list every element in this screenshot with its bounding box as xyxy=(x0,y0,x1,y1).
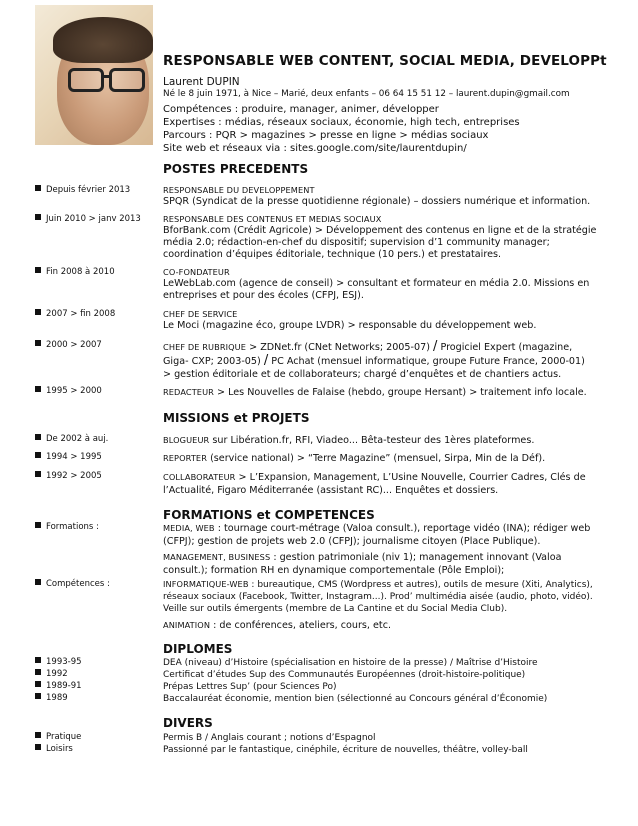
site-line: Site web et réseaux via : sites.google.com/site/laurentdupin/ xyxy=(163,143,467,154)
competence-category: INFORMATIQUE-WEB xyxy=(163,579,249,589)
diploma-desc: Prépas Lettres Sup’ (pour Sciences Po) xyxy=(163,682,337,692)
formation-category: MANAGEMENT, BUSINESS xyxy=(163,552,271,562)
competence-category: ANIMATION xyxy=(163,620,211,630)
job-desc-part: > gestion éditoriale et de collaborateurs; chargé d’enquêtes et de chantiers actus. xyxy=(163,369,562,380)
job-role: CO-FONDATEUR xyxy=(163,267,230,277)
separator: / xyxy=(433,339,438,354)
diploma-desc: DEA (niveau) d’Histoire (spécialisation en histoire de la presse) / Maîtrise d’Histoire xyxy=(163,658,538,668)
competence-desc: : bureautique, CMS (Wordpress et autres), outils de mesure (Xiti, Analytics), réseaux sociaux (Facebook, Twitter, Instagram...). Prod’ multimédia aisée (audio, photo, vidéo). Veille sur outils émergents (membre de La Cantine et du Social Media Club). xyxy=(163,580,593,614)
entry-date: Depuis février 2013 xyxy=(35,185,160,195)
job-role: CHEF DE RUBRIQUE xyxy=(163,342,247,352)
competence-desc: : de conférences, ateliers, cours, etc. xyxy=(213,620,392,631)
section-title-missions: MISSIONS et PROJETS xyxy=(163,411,310,425)
entry-date: 1993-95 xyxy=(35,657,160,667)
personal-info: Né le 8 juin 1971, à Nice – Marié, deux enfants – 06 64 15 51 12 – laurent.dupin@gmail.com xyxy=(163,89,570,99)
summary-block xyxy=(163,103,520,155)
skills-line: Compétences : produire, manager, animer, développer xyxy=(163,104,439,115)
formation-desc: : gestion patrimoniale (niv 1); management innovant (Valoa consult.); formation RH en dynamique comportementale (Pôle Emploi); xyxy=(163,552,562,576)
entry-date: 1992 > 2005 xyxy=(35,471,160,481)
diploma-desc: Baccalauréat économie, mention bien (sélectionné au Concours général d’Économie) xyxy=(163,694,548,704)
entry-date: De 2002 à auj. xyxy=(35,434,160,444)
mission-role: REPORTER xyxy=(163,453,207,463)
job-desc: BforBank.com (Crédit Agricole) > Développement des contenus en ligne et de la stratégie média 2.0; rédaction-en-chef du dispositif; supervision d’1 community manager; coordination d’équipes éditoriale, technique (10 pers.) et prestataires. xyxy=(163,225,597,260)
job-desc: SPQR (Syndicat de la presse quotidienne régionale) – dossiers numérique et information. xyxy=(163,196,591,207)
section-title-diplomes: DIPLOMES xyxy=(163,642,233,656)
resume-title: RESPONSABLE WEB CONTENT, SOCIAL MEDIA, DEVELOPPt xyxy=(163,53,607,69)
entry-date: Fin 2008 à 2010 xyxy=(35,267,160,277)
job-desc: > Les Nouvelles de Falaise (hebdo, groupe Hersant) > traitement info locale. xyxy=(217,387,587,398)
entry-date: Loisirs xyxy=(35,744,160,754)
job-desc-part: PC Achat (mensuel informatique, groupe Future France, 2000-01) xyxy=(271,356,585,367)
job-desc: Le Moci (magazine éco, groupe LVDR) > responsable du développement web. xyxy=(163,320,537,331)
entry-date: 1992 xyxy=(35,669,160,679)
entry-date: 1994 > 1995 xyxy=(35,452,160,462)
person-name: Laurent DUPIN xyxy=(163,76,240,88)
entry-date: 2007 > fin 2008 xyxy=(35,309,160,319)
entry-date: 1995 > 2000 xyxy=(35,386,160,396)
entry-date: 1989 xyxy=(35,693,160,703)
entry-label: Formations : xyxy=(35,522,160,532)
job-role: REDACTEUR xyxy=(163,387,214,397)
mission-role: BLOGUEUR xyxy=(163,435,210,445)
mission-desc: (service national) > “Terre Magazine” (mensuel, Sirpa, Min de la Déf). xyxy=(210,453,546,464)
job-role: RESPONSABLE DU DEVELOPPEMENT xyxy=(163,185,315,195)
section-title-divers: DIVERS xyxy=(163,716,213,730)
entry-date: 1989-91 xyxy=(35,681,160,691)
entry-date: 2000 > 2007 xyxy=(35,340,160,350)
entry-label: Compétences : xyxy=(35,579,160,589)
mission-desc: > L’Expansion, Management, L’Usine Nouvelle, Courrier Cadres, Clés de l’Actualité, Figaro Méditerranée (assistant RC)... Enquêtes et dossiers. xyxy=(163,472,586,496)
mission-desc: sur Libération.fr, RFI, Viadeo... Bêta-testeur des 1ères plateformes. xyxy=(212,435,535,446)
job-desc: LeWebLab.com (agence de conseil) > consultant et formateur en média 2.0. Missions en entreprises et pour des écoles (CFPJ, ESJ). xyxy=(163,278,590,301)
job-role: RESPONSABLE DES CONTENUS ET MEDIAS SOCIAUX xyxy=(163,214,382,224)
section-title-formations: FORMATIONS et COMPETENCES xyxy=(163,508,375,522)
profile-photo xyxy=(35,5,153,145)
job-desc-part: Progiciel Expert (magazine, Giga- xyxy=(163,342,573,367)
mission-role: COLLABORATEUR xyxy=(163,472,236,482)
expertise-line: Expertises : médias, réseaux sociaux, économie, high tech, entreprises xyxy=(163,117,520,128)
section-title-postes: POSTES PRECEDENTS xyxy=(163,162,309,176)
diploma-desc: Certificat d’études Sup des Communautés Européennes (droit-histoire-politique) xyxy=(163,670,526,680)
formation-category: MEDIA, WEB xyxy=(163,523,215,533)
entry-date: Pratique xyxy=(35,732,160,742)
separator: / xyxy=(263,353,269,368)
job-desc-part: > ZDNet.fr (CNet Networks; 2005-07) xyxy=(249,342,430,353)
formation-desc: : tournage court-métrage (Valoa consult.), reportage vidéo (INA); rédiger web (CFPJ); gestion de projets web 2.0 (CFPJ); journalisme citoyen (Place Publique). xyxy=(163,523,591,547)
misc-desc: Permis B / Anglais courant ; notions d’Espagnol xyxy=(163,733,376,743)
job-desc-part: CXP; 2003-05) xyxy=(191,356,261,367)
entry-date: Juin 2010 > janv 2013 xyxy=(35,214,160,224)
path-line: Parcours : PQR > magazines > presse en ligne > médias sociaux xyxy=(163,130,489,141)
misc-desc: Passionné par le fantastique, cinéphile, écriture de nouvelles, théâtre, volley-ball xyxy=(163,745,528,755)
job-role: CHEF DE SERVICE xyxy=(163,309,238,319)
